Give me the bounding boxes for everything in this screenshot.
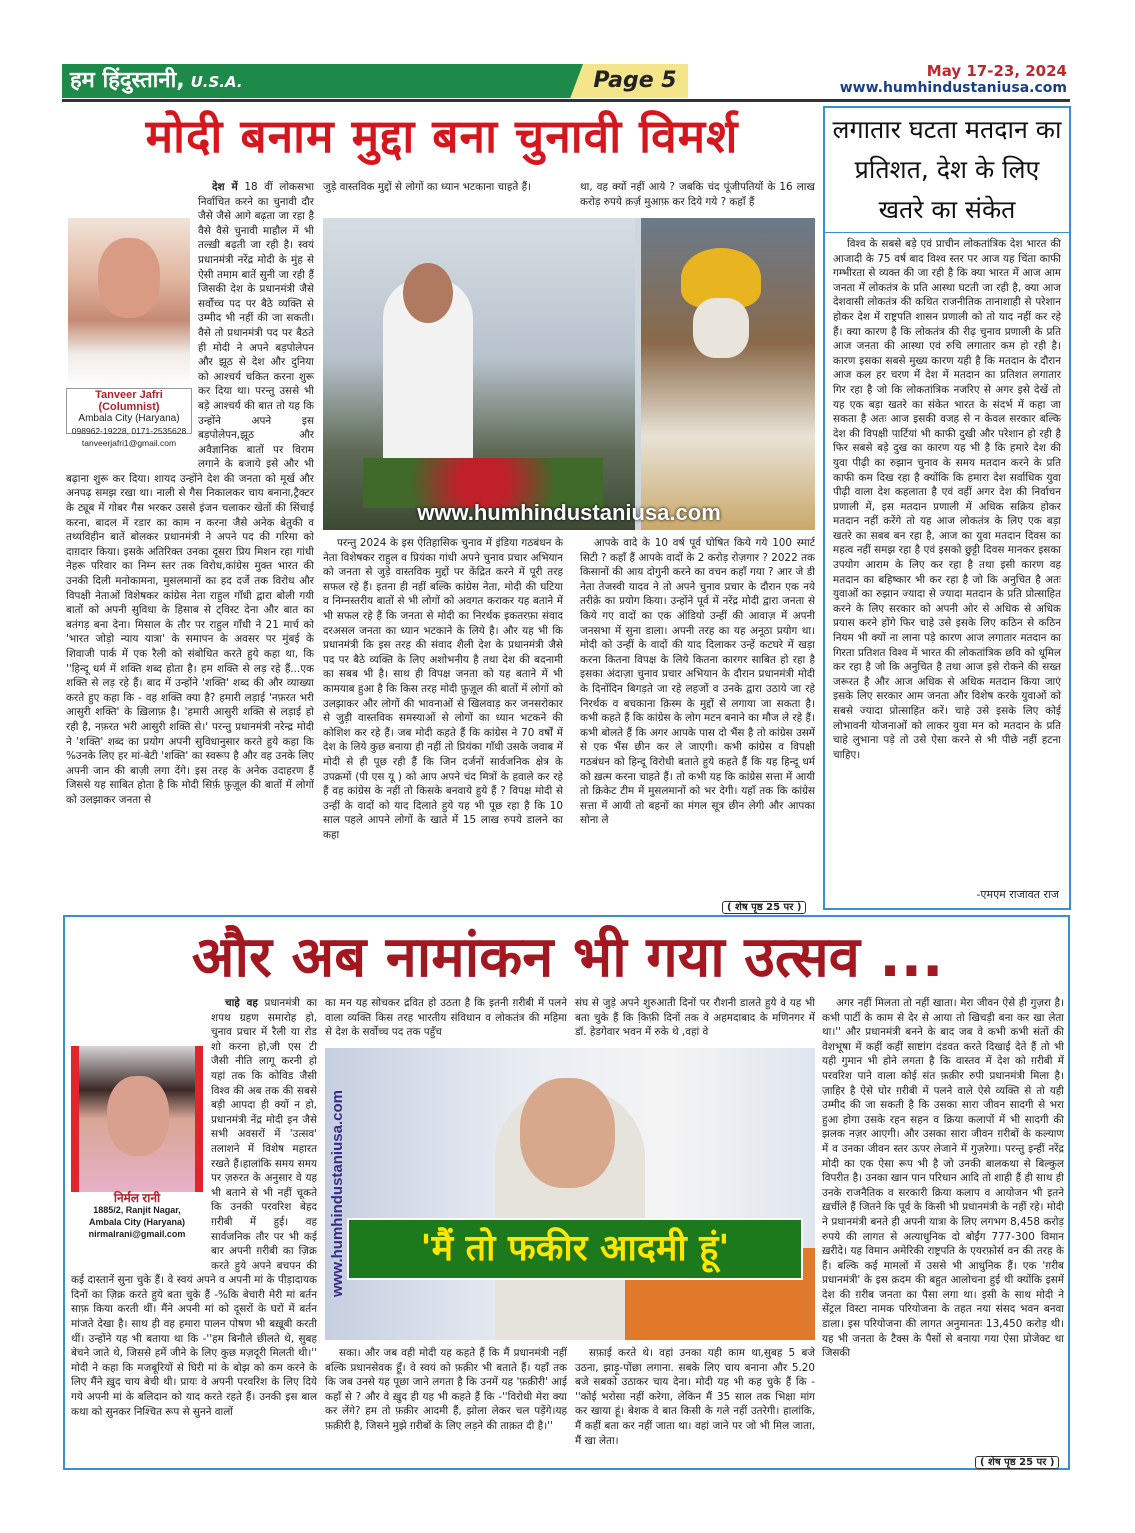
article2-continued xyxy=(975,1450,1059,1469)
col3-text: सफ़ाई करते थे। वहां उनका यही काम था,सुबह 5 बजे उठना, झाड़ू-पोंछा लगाना. सबके लिए चाय बनाना और 5.20 बजे सबको उठाकर चाय देना। मोदी यह भी कह चुके हैं कि - ''कोई भरोसा नहीं करेगा, लेकिन मैं 35 साल तक भिक्षा मांग कर खाया हूं। बेशक वे बात किसी के गले नहीं उतरेगी। हालांकि, मैं कहीं बता कर नहीं जाता था। वहां जाने पर जो भी मिल जाता, मैं खा लेता। xyxy=(575,1347,815,1447)
face-shape xyxy=(98,238,160,318)
author-photo-tanveer-jafri xyxy=(68,218,190,388)
article2-col1-text: प्रधानमंत्री का शपथ ग्रहण समारोह हो, चुनाव प्रचार में रैली या रोड शो करना हो,जी एस टी जैसी नीति लागू करनी हो यहां तक कि कोविड जैसी विश्व की अब तक की सबसे बड़ी आपदा ही क्यों न हो, प्रधानमंत्री नेंद्र मोदी इन जैसे सभी अवसरों में 'उत्सव' तलाशने में विशेष महारत रखते हैं।हालांकि समय समय पर ज़रुरत के अनुसार वे यह भी बताने से भी नहीं चूकते कि उनकी परवरिश बेहद ग़रीबी में हुई। वह सार्वजनिक तौर पर भी कई बार अपनी ग़रीबी का ज़िक्र करते हुये अपने बचपन की कई दास्तानें सुना चुके हैं। वे स्वयं अपने व अपनी मां के पीड़ादायक दिनों का ज़िक्र करते हुये बता चुके हैं -%कि बेचारी मेरी मां बर्तन साफ़ किया करती थीं। मैंने अपनी मां को दूसरों के घरों में बर्तन मांजते देखा है। साथ ही वह हमारा पालन पोषण भी बख़ूबी करती थीं। उन्होंने यह भी बताया था कि -''हम बिनौले छीलते थे, सुबह बेचने जाते थे, जिससे हमें जीने के लिए कुछ मज़दूरी मिलती थी।'' मोदी ने कहा कि मजबूरियों से घिरी मां के बोझ को कम करने के लिए मैंने ख़ुद चाय बेची थी। प्रायः वे अपनी परवरिश के लिए दिये गये अपनी मां के बलिदान को याद करते रहते हैं। उनकी इस बाल कथा को सुनकर निश्चित रूप से सुनने वालों xyxy=(71,997,317,1418)
article2-lead: चाहे वह xyxy=(225,997,258,1009)
article1-photo-rally xyxy=(323,218,815,530)
face-shape xyxy=(107,1076,169,1156)
author-email[interactable]: nirmalrani@gmail.com xyxy=(88,1229,186,1239)
author-photo-nirmal-rani xyxy=(71,1046,203,1192)
page-number: Page 5 xyxy=(593,68,677,93)
photo-rahul-gandhi xyxy=(323,218,635,530)
col2-text: परन्तु 2024 के इस ऐतिहासिक चुनाव में इंडिया गठबंधन के नेता विशेषकर राहुल व प्रियंका गांधी अपने चुनाव प्रचार अभियान को जनता से जुड़े वास्तविक मुद्दों पर केंद्रित करने में पूरी तरह सफल रहे हैं। इतना ही नहीं बल्कि कांग्रेस नेता, मोदी की घटिया व निम्नस्तरीय बातों से भी लोगों को अवगत कराकर यह बताने में भी सफल रहे हैं कि जनता से मोदी का निरर्थक इकतरफ़ा संवाद दरअसल जनता का ध्यान भटकाने के लिये है। और यह भी कि प्रधानमंत्री कि इस तरह की संवाद शैली देश के प्रधानमंत्री जैसे पद पर बैठे व्यक्ति के लिए अशोभनीय है तथा देश की बदनामी का सबब भी है। साथ ही विपक्ष जनता को यह बताने में भी कामयाब हुआ है कि किस तरह मोदी फ़ुज़ूल की बातों में लोगों को उलझाकर और लोगों की भावनाओं से खिलवाड़ कर जनसरोकार से जुड़ी वास्तविक समस्याओं से लोगों का ध्यान भटकने की कोशिश कर रहे हैं। जब मोदी कहते हैं कि कांग्रेस ने 70 वर्षों में देश के लिये कुछ बनाया ही नहीं तो प्रियंका गाँधी उसके जवाब में मोदी से ही पूछ रही हैं कि जिन दर्जनों सार्वजनिक क्षेत्र के उपक्रमों (पी एस यू ) को आप अपने चंद मित्रों के हवाले कर रहे हैं वह कांग्रेस के नहीं तो किसके बनवाये हुये हैं ? विपक्ष मोदी से उन्हीं के वादों को याद दिलाते हुये यह भी पूछ रहा है कि 10 साल पहले आपने लोगों के खाते में 15 लाख रुपये डालने का कहा xyxy=(323,537,563,841)
masthead-rule xyxy=(62,99,1070,102)
sidebar-author: -एमएम राजावत राज xyxy=(976,888,1059,901)
col2-top-text: का मन यह सोचकर द्रवित हो उठता है कि इतनी ग़रीबी में पलने वाला व्यक्ति किस तरह भारतीय संविधान व लोकतंत्र की महिमा से देश के सर्वोच्च पद तक पहुँच xyxy=(325,997,567,1039)
image-watermark: www.humhindustaniusa.com xyxy=(329,1090,346,1298)
sidebar-article xyxy=(823,106,1071,910)
photo-narendra-modi xyxy=(641,218,815,530)
continued-label: ( शेष पृष्ठ 25 पर ) xyxy=(975,1456,1059,1469)
continued-label: ( शेष पृष्ठ 25 पर ) xyxy=(722,901,806,914)
sidebar-body xyxy=(825,233,1069,963)
author-city: Ambala City (Haryana) xyxy=(78,413,180,424)
author-phone: 098962-19228, 0171-2535628 xyxy=(71,426,187,436)
article1-column-3 xyxy=(580,536,815,892)
col4-text: अगर नहीं मिलता तो नहीं खाता। मेरा जीवन ऐसे ही गुज़रा है। कभी पार्टी के काम से देर से आया तो खिचड़ी बना कर खा लेता था।'' और प्रधानमंत्री बनने के बाद जब वे कभी कभी संतों की वेशभूषा में कहीं कहीं साष्टांग दंडवत करते दिखाई देते हैं तो भी यही गुमान भी होने लगता है कि वास्तव में देश को ग़रीबी में परवरिश पाने वाला कोई संत फ़क़ीर रुपी प्रधानमंत्री मिला है। ज़ाहिर है ऐसे घोर ग़रीबी में पलने वाले ऐसे व्यक्ति से तो यही उम्मीद की जा सकती है कि उसका सारा जीवन सादगी से भरा हुआ होगा उसके रहन सहन व क्रिया कलापों में भी सादगी की झलक नज़र आएगी। और उसका सारा जीवन ग़रीबों के कल्याण में व उनका जीवन स्तर ऊपर लेजाने में गुज़रेगा। परन्तु इन्हीं नरेंद्र मोदी का एक ऐसा रूप भी है जो उनकी बालकथा से बिल्कुल विपरीत है। उनका खान पान परिधान आदि तो शाही हैं ही साथ ही उनके राजनैतिक व सरकारी क्रिया कलाप व आयोजन भी इतने ख़र्चीले हैं जितने कि पूर्व के किसी भी प्रधानमंत्री के नहीं रहे। मोदी ने प्रधानमंत्री बनते ही अपनी यात्रा के लिए लगभग 8,458 करोड़ रुपये की लागत से अत्याधुनिक दो बोईंग 777-300 विमान ख़रीदे। यह विमान अमेरिकी राष्ट्रपति के एयरफ़ोर्स वन की तरह के हैं। बल्कि कई मामलों में उससे भी आधुनिक हैं। एक 'ग़रीब प्रधानमंत्री' के इस क़दम की बहुत आलोचना हुई थी क्योंकि इसमें देश की ग़रीब जनता का पैसा लगा था। इसी के साथ मोदी ने सेंट्रल विस्टा नामक परियोजना के तहत नया संसद भवन बनवा डाला। इस परियोजना की लागत अनुमानतः 13,450 करोड़ थी। यह भी जनता के टैक्स के पैसों से बनाया गया ऐसा प्रोजेक्ट था जिसकी xyxy=(822,997,1064,1360)
col3-text: आपके वादे के 10 वर्ष पूर्व घोषित किये गये 100 स्मार्ट सिटी ? कहाँ हैं आपके वादों के 2 करोड़ रोज़गार ? 2022 तक किसानों की आय दोगुनी करने का वचन कहाँ गया ? आर जे डी नेता तेजस्वी यादव ने तो अपने चुनाव प्रचार के दौरान एक नये तरीक़े का प्रयोग किया। उन्होंने पूर्व में नरेंद्र मोदी द्वारा जनता से किये गए वादों का एक ऑडियो उन्हीं की आवाज़ में अपनी जनसभा में सुना डाला। अपनी तरह का यह अनूठा प्रयोग था। मोदी को उन्हीं के वादों की याद दिलाकर उन्हें कटघरे में खड़ा करना कितना विपक्ष के लिये कितना कारगर साबित हो रहा है इसका अंदाज़ा चुनाव प्रचार अभियान के दौरान प्रधानमंत्री मोदी के दिनोंदिन बिगड़ते जा रहे लहजों व उनके द्वारा उठाये जा रहे निरर्थक व बचकाना क़िस्म के मुद्दों से लगाया जा सकता है। कभी कहते हैं कि कांग्रेस के लोग मटन बनाने का मौज ले रहे हैं। कभी बोलते हैं कि अगर आपके पास दो भैंस है तो कांग्रेस उसमें से एक भैंस छीन कर ले जाएगी। कभी कांग्रेस व विपक्षी गठबंधन को हिन्दू विरोधी बताते हुये कहते हैं कि यह हिन्दू धर्म को ख़त्म करना चाहते हैं। तो कभी यह कि कांग्रेस सत्ता में आयी तो क्रिकेट टीम में मुसलमानों को भर देगी। यहाँ तक कि कांग्रेस सत्ता में आयी तो बहनों का मंगल सूत्र छीन लेगी और आपका सोना ले xyxy=(580,537,815,827)
face-shape xyxy=(693,298,749,358)
author-byline-box xyxy=(71,1192,203,1244)
article1-column-2-top xyxy=(323,180,563,212)
newspaper-brand xyxy=(70,64,243,99)
issue-date: May 17-23, 2024 xyxy=(926,62,1067,80)
col2-text: सका। और जब वही मोदी यह कहते हैं कि मैं प्रधानमंत्री नहीं बल्कि प्रधानसेवक हूँ। वे स्वयं को फ़क़ीर भी बताते हैं। यहाँ तक कि जब उनसे यह पूछा जाने लगता है कि उनमें यह 'फ़क़ीरी' आई कहाँ से ? और वे ख़ुद ही यह भी कहते हैं कि -''विरोधी मेरा क्या कर लेंगे? हम तो फ़क़ीर आदमी हैं, झोला लेकर चल पड़ेंगे।यह फ़क़ीरी है, जिसने मुझे ग़रीबों के लिए लड़ने की ताक़त दी है।'' xyxy=(325,1347,567,1432)
author-name: निर्मल रानी xyxy=(113,1191,161,1205)
article2-headline: और अब नामांकन भी गया उत्सव ... xyxy=(191,925,944,990)
website-link[interactable]: www.humhindustaniusa.com xyxy=(839,80,1067,96)
article1-column-3-top xyxy=(580,180,815,212)
article2-column-2-top xyxy=(325,996,567,1042)
sidebar-text: विश्व के सबसे बड़े एवं प्राचीन लोकतांत्रिक देश भारत की आजादी के 75 वर्ष बाद विश्व स्तर पर आज यह चिंता काफी गम्भीरता से व्यक्त की जा रही है कि क्या भारत में आज आम जनता में लोकतंत्र के प्रति आस्था घटती जा रही है, क्या आज देशवासी लोकतंत्र की कथित राजनीतिक तानाशाही से परेशान होकर देश में राष्ट्रपति शासन प्रणाली को तो याद नहीं कर रहे हैं। क्या कारण है कि लोकतंत्र की रीढ़ चुनाव प्रणाली के प्रति आज जनता की आस्था एवं रुचि लगातार कम हो रही है। कारण इसका सबसे मुख्य कारण यही है कि मतदान के दौरान आज कल हर चरण में देश में मतदान का प्रतिशत लगातार गिर रहा है जो कि लोकतांत्रिक नजरिए से अगर इसे देखें तो यह एक बड़ा खतरे का संकेत भारत के संदर्भ में कहा जा सकता है अतः आज इसकी वजह से न केवल सरकार बल्कि देश की विपक्षी पार्टियां भी काफी दुखी और परेशान हो रही है फिर सबसे बड़े दुख का कारण यह भी है कि हमारे देश की युवा पीढ़ी का रुझान चुनाव के समय मतदान करने के प्रति काफी कम दिख रहा है क्योंकि कि हमारा देश सर्वाधिक युवा पीढ़ी वाला देश कहलाता है एवं वहीं अगर देश की निर्वाचन प्रणाली में, इस मतदान प्रणाली में अधिक सक्रिय होकर मतदान नहीं करेंगे तो यह आज लोकतंत्र के लिए एक बड़ा खतरे का सबब बन रहा है, आज का युवा मतदान दिवस का महत्व नहीं समझ रहा है एवं इसको छुट्टी दिवस मानकर इसका उपयोग आराम के लिए कर रहा है तथा इसी कारण वह मतदान का बहिष्कार भी कर रहा है जो कि अनुचित है अतः युवाओं का रुझान ज्यादा से ज्यादा मतदान के प्रति प्रोत्साहित करने के लिए सरकार को अपनी ओर से अधिक से अधिक प्रयास करने होंगे फिर चाहे उसे इसके लिए कठिन से कठिन नियम भी क्यों ना लाना पड़े कारण आज लगातार मतदान का गिरता प्रतिशत विश्व में भारत की लोकतांत्रिक छवि को धूमिल कर रहा है जो कि अनुचित है तथा आज इसे रोकने की सख्त जरूरत है और आज अधिक से अधिक मतदान किया जाएं इसके लिए सरकार आम जनता और विशेष करके युवाओं को सबसे ज्यादा प्रोत्साहित करें। चाहे उसे इसके लिए कोई लोभावनी योजनाओं को लाकर युवा मन को मतदान के प्रति चाहे लुभाना पड़े तो उसे ऐसा करने से भी पीछे नहीं हटना चाहिए। xyxy=(833,238,1061,761)
article1-lead: देश में xyxy=(212,181,238,193)
head-shape xyxy=(520,1078,615,1188)
col2-top-text: जुड़े वास्तविक मुद्दों से लोगों का ध्यान भटकाना चाहते हैं। xyxy=(323,181,532,193)
article1-headline: मोदी बनाम मुद्दा बना चुनावी विमर्श xyxy=(145,109,739,163)
author-byline-box xyxy=(66,388,192,448)
brand-name: हम हिंदुस्तानी, xyxy=(70,68,185,93)
author-address: 1885/2, Ranjit Nagar, xyxy=(93,1205,181,1215)
image-caption-quote: 'मैं तो फकीर आदमी हूं' xyxy=(347,1218,803,1280)
author-email[interactable]: tanveerjafri1@gmail.com xyxy=(81,438,177,448)
article1-continued xyxy=(722,895,806,914)
article2-column-3-top xyxy=(575,996,815,1042)
article2-photo-modi xyxy=(325,1048,815,1340)
article2-column-2 xyxy=(325,1346,567,1464)
author-name: Tanveer Jafri (Columnist) xyxy=(95,389,163,413)
article1-col1-text: 18 वीं लोकसभा निर्वाचित करने का चुनावी दौर जैसे जैसे आगे बढ़ता जा रहा है वैसे वैसे चुनावी माहौल में भी तल्ख़ी बढ़ती जा रही है। स्वयं प्रधानमंत्री नरेंद्र मोदी के मुंह से ऐसी तमाम बातें सुनी जा रही हैं जिसकी देश के प्रधानमंत्री जैसे सर्वोच्च पद पर बैठे व्यक्ति से उम्मीद भी नहीं की जा सकती। वैसे तो प्रधानमंत्री पद पर बैठते ही मोदी ने अपने बड़पोलेपन और झूठ से देश और दुनिया को आश्चर्य चकित करना शुरू कर दिया था। परन्तु उससे भी बड़े आश्चर्य की बात तो यह कि उन्होंने अपने इस बड़पोलेपन,झूठ और अवैज्ञानिक बातों पर विराम लगाने के बजाये इसे और भी बढ़ाना शुरू कर दिया। शायद उन्होंने देश की जनता को मूर्ख और अनपढ़ समझ रखा था। नाली से गैस निकालकर चाय बनाना,ट्रैक्टर के ट्यूब में गोबर गैस भरकर उससे इंजन चलाकर खेतों की सिंचाई करना, बादल में रडार का काम न करना जैसे अनेक बेतुकी व तथ्यविहीन बातें बोलकर प्रधानमंत्री ने अपने पद की गरिमा को दाग़दार किया। इसके अतिरिक्त उनका दूसरा प्रिय मिशन रहा गांधी नेहरू परिवार का निम्न स्तर तक विरोध,कांग्रेस मुक्त भारत की उनकी दिली मनोकामना, मुसलमानों का हद दर्जे तक विरोध और विपक्षी नेताओं विशेषकर कांग्रेस नेता राहुल गाँधी द्वारा बोली गयी बातों को अपनी सुविधा के हिसाब से ट्विस्ट देना और बात का बतंगड़ बना देना। मिसाल के तौर पर राहुल गाँधी ने 21 मार्च को 'भारत जोड़ो न्याय यात्रा' के समापन के अवसर पर मुंबई के शिवाजी पार्क में एक रैली को संबोधित करते हुये कहा था, कि ''हिन्दू धर्म में शक्ति शब्द होता है। हम शक्ति से लड़ रहे हैं...एक शक्ति से लड़ रहे हैं। बाद में उन्होंने 'शक्ति' शब्द की और व्याख्या करते हुए कहा कि - वह शक्ति क्या है? हमारी लड़ाई 'नफ़रत भरी आसुरी शक्ति' के ख़िलाफ़ है। 'हमारी आसुरी शक्ति से लड़ाई हो रही है, नफ़रत भरी आसुरी शक्ति से।' परन्तु प्रधानमंत्री नरेन्द्र मोदी ने 'शक्ति' शब्द का प्रयोग अपनी सुविधानुसार करते हुये कहा कि %उनके लिए हर मां-बेटी 'शक्ति' का स्वरूप है और वह उनके लिए अपनी जान की बाज़ी लगा देंगे। इस तरह के अनेक उदाहरण हैं जिससे यह साबित होता है कि मोदी सिर्फ़ फ़ुज़ूल की बातों में लोगों को उलझाकर जनता से xyxy=(66,181,314,806)
article2-column-3 xyxy=(575,1346,815,1464)
brand-suffix: U.S.A. xyxy=(190,73,243,91)
article2-column-4 xyxy=(822,996,1064,1450)
author-city: Ambala City (Haryana) xyxy=(88,1217,186,1227)
head-shape xyxy=(403,263,453,323)
col3-top-text: था, वह क्यों नहीं आये ? जबकि चंद पूंजीपतियों के 16 लाख करोड़ रुपये क़र्ज़ मुआफ़ कर दिये गये ? कहाँ हैं xyxy=(580,181,815,208)
image-watermark: www.humhindustaniusa.com xyxy=(417,500,721,525)
col3-top-text: संघ से जुड़े अपने शुरुआती दिनों पर रौशनी डालते हुये वे यह भी बता चुके हैं कि कि़फ़ी दिनों तक वे अहमदाबाद के मणिनगर में डॉ. हेडगेवार भवन में रुके थे ,वहां वे xyxy=(575,997,815,1039)
sidebar-headline: लगातार घटता मतदान का प्रतिशत, देश के लिए खतरे का संकेत xyxy=(825,108,1069,233)
article1-column-2 xyxy=(323,536,563,910)
